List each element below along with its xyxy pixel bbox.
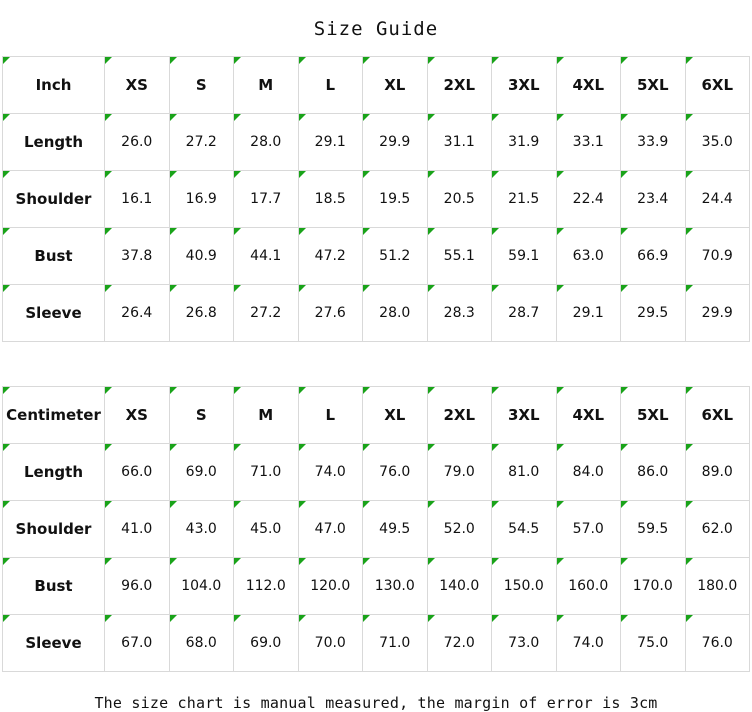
- table-cell: 29.9: [685, 285, 750, 342]
- table-cell: 26.0: [105, 114, 170, 171]
- table-cell: 76.0: [685, 615, 750, 672]
- table-cell: 75.0: [621, 615, 686, 672]
- column-header: 6XL: [685, 387, 750, 444]
- page-title: Size Guide: [313, 18, 439, 40]
- table-row: [3, 228, 750, 285]
- column-header: 2XL: [427, 387, 492, 444]
- table-cell: 112.0: [234, 558, 299, 615]
- table-cell: 76.0: [363, 444, 428, 501]
- table-cell: 73.0: [492, 615, 557, 672]
- table-cell: 28.0: [234, 114, 299, 171]
- measurement-note: The size chart is manual measured, the margin of error is 3cm: [94, 694, 658, 712]
- row-label: Length: [3, 444, 105, 501]
- table-header-row: [3, 387, 750, 444]
- table-cell: 44.1: [234, 228, 299, 285]
- table-cell: 16.9: [169, 171, 234, 228]
- table-cell: 150.0: [492, 558, 557, 615]
- table-cell: 59.1: [492, 228, 557, 285]
- table-cell: 24.4: [685, 171, 750, 228]
- table-cell: 16.1: [105, 171, 170, 228]
- column-header: S: [169, 387, 234, 444]
- size-table-centimeter: [2, 386, 750, 672]
- row-label: Length: [3, 114, 105, 171]
- table-cell: 21.5: [492, 171, 557, 228]
- row-label: Bust: [3, 228, 105, 285]
- column-header: 4XL: [556, 57, 621, 114]
- table-cell: 74.0: [298, 444, 363, 501]
- table-cell: 66.9: [621, 228, 686, 285]
- table-cell: 81.0: [492, 444, 557, 501]
- column-header: L: [298, 387, 363, 444]
- column-header: 4XL: [556, 387, 621, 444]
- column-header: M: [234, 387, 299, 444]
- column-header: 2XL: [427, 57, 492, 114]
- table-cell: 72.0: [427, 615, 492, 672]
- table-cell: 55.1: [427, 228, 492, 285]
- row-label: Bust: [3, 558, 105, 615]
- table-cell: 70.0: [298, 615, 363, 672]
- table-cell: 51.2: [363, 228, 428, 285]
- table-cell: 68.0: [169, 615, 234, 672]
- table-row: [3, 558, 750, 615]
- table-cell: 69.0: [234, 615, 299, 672]
- table-cell: 26.4: [105, 285, 170, 342]
- unit-label-inch: Inch: [3, 57, 105, 114]
- table-cell: 86.0: [621, 444, 686, 501]
- table-cell: 57.0: [556, 501, 621, 558]
- table-row: [3, 114, 750, 171]
- table-cell: 29.5: [621, 285, 686, 342]
- table-cell: 170.0: [621, 558, 686, 615]
- table-cell: 140.0: [427, 558, 492, 615]
- table-cell: 52.0: [427, 501, 492, 558]
- column-header: XL: [363, 387, 428, 444]
- table-cell: 59.5: [621, 501, 686, 558]
- table-cell: 47.2: [298, 228, 363, 285]
- table-cell: 96.0: [105, 558, 170, 615]
- table-cell: 71.0: [234, 444, 299, 501]
- table-cell: 26.8: [169, 285, 234, 342]
- row-label: Shoulder: [3, 501, 105, 558]
- table-cell: 28.3: [427, 285, 492, 342]
- table-cell: 79.0: [427, 444, 492, 501]
- table-cell: 35.0: [685, 114, 750, 171]
- table-cell: 28.0: [363, 285, 428, 342]
- unit-label-centimeter: Centimeter: [3, 387, 105, 444]
- table-cell: 104.0: [169, 558, 234, 615]
- table-cell: 33.9: [621, 114, 686, 171]
- column-header: L: [298, 57, 363, 114]
- table-cell: 28.7: [492, 285, 557, 342]
- column-header: XS: [105, 387, 170, 444]
- table-row: [3, 444, 750, 501]
- table-cell: 41.0: [105, 501, 170, 558]
- column-header: 3XL: [492, 387, 557, 444]
- table-cell: 49.5: [363, 501, 428, 558]
- column-header: S: [169, 57, 234, 114]
- table-row: [3, 615, 750, 672]
- table-cell: 29.1: [556, 285, 621, 342]
- table-cell: 43.0: [169, 501, 234, 558]
- table-cell: 47.0: [298, 501, 363, 558]
- table-cell: 31.9: [492, 114, 557, 171]
- table-cell: 62.0: [685, 501, 750, 558]
- table-cell: 23.4: [621, 171, 686, 228]
- table-cell: 67.0: [105, 615, 170, 672]
- table-cell: 74.0: [556, 615, 621, 672]
- table-cell: 40.9: [169, 228, 234, 285]
- table-cell: 27.2: [169, 114, 234, 171]
- table-cell: 18.5: [298, 171, 363, 228]
- table-cell: 69.0: [169, 444, 234, 501]
- table-row: [3, 501, 750, 558]
- table-row: [3, 285, 750, 342]
- table-header-row: [3, 57, 750, 114]
- table-cell: 22.4: [556, 171, 621, 228]
- table-cell: 54.5: [492, 501, 557, 558]
- row-label: Sleeve: [3, 615, 105, 672]
- table-cell: 66.0: [105, 444, 170, 501]
- size-table-inch: [2, 56, 750, 342]
- table-cell: 89.0: [685, 444, 750, 501]
- table-cell: 20.5: [427, 171, 492, 228]
- table-cell: 17.7: [234, 171, 299, 228]
- table-cell: 29.9: [363, 114, 428, 171]
- table-cell: 71.0: [363, 615, 428, 672]
- column-header: 3XL: [492, 57, 557, 114]
- table-cell: 33.1: [556, 114, 621, 171]
- table-row: [3, 171, 750, 228]
- table-cell: 120.0: [298, 558, 363, 615]
- table-cell: 45.0: [234, 501, 299, 558]
- table-cell: 70.9: [685, 228, 750, 285]
- table-cell: 27.6: [298, 285, 363, 342]
- table-gap-divider: [0, 342, 752, 386]
- table-cell: 84.0: [556, 444, 621, 501]
- column-header: 6XL: [685, 57, 750, 114]
- table-cell: 63.0: [556, 228, 621, 285]
- table-cell: 19.5: [363, 171, 428, 228]
- row-label: Shoulder: [3, 171, 105, 228]
- table-cell: 160.0: [556, 558, 621, 615]
- table-cell: 29.1: [298, 114, 363, 171]
- table-cell: 130.0: [363, 558, 428, 615]
- table-cell: 180.0: [685, 558, 750, 615]
- table-cell: 31.1: [427, 114, 492, 171]
- row-label: Sleeve: [3, 285, 105, 342]
- column-header: M: [234, 57, 299, 114]
- column-header: 5XL: [621, 387, 686, 444]
- column-header: XL: [363, 57, 428, 114]
- column-header: 5XL: [621, 57, 686, 114]
- table-cell: 27.2: [234, 285, 299, 342]
- column-header: XS: [105, 57, 170, 114]
- table-cell: 37.8: [105, 228, 170, 285]
